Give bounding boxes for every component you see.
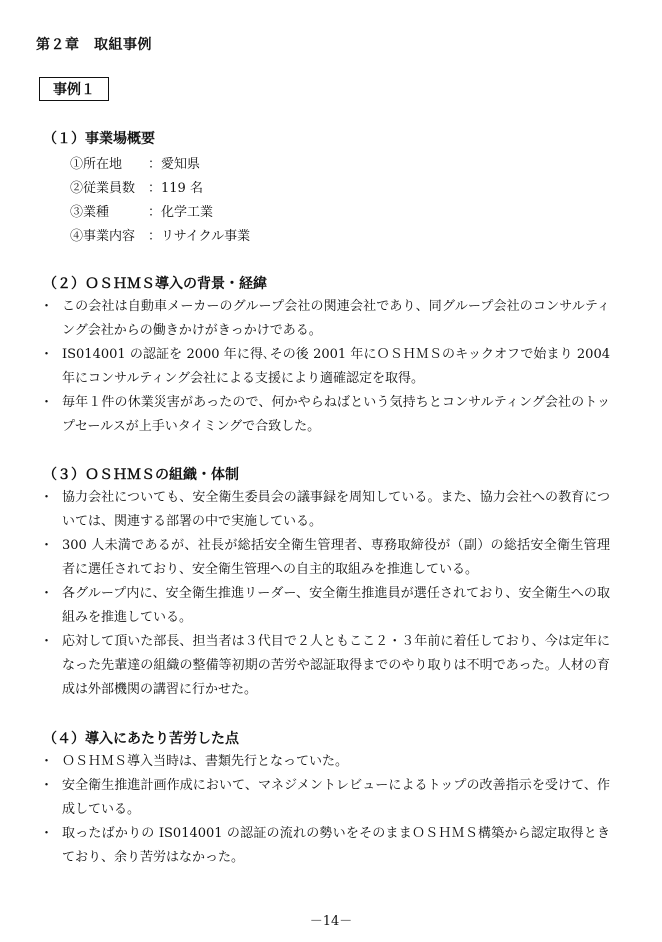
- bullet-symbol: ・: [40, 347, 54, 362]
- list-item: [40, 391, 610, 439]
- overview-row-location: [70, 153, 200, 172]
- overview-value: ：愛知県: [148, 157, 201, 172]
- list-item: [40, 295, 610, 343]
- overview-label: ④事業内容: [70, 229, 136, 244]
- overview-row-employees: [70, 177, 203, 196]
- list-item-text: IS014001 の認証を 2000 年に得､その後 2001 年にＯＳＨＭＳのキックオフで始まり 2004 年にコンサルティング会社による支援により適確認定を取得。: [62, 347, 610, 386]
- bullet-symbol: ・: [40, 634, 54, 649]
- list-item: [40, 534, 610, 582]
- bullet-symbol: ・: [40, 299, 54, 314]
- page-number: －14－: [309, 914, 353, 929]
- list-item-text: 毎年１件の休業災害があったので、何かやらねばという気持ちとコンサルティング会社のトップセールスが上手いタイミングで合致した。: [62, 395, 610, 434]
- overview-row-business: [70, 225, 250, 244]
- bullet-symbol: ・: [40, 778, 54, 793]
- list-item: [40, 486, 610, 534]
- overview-value: ：リサイクル事業: [148, 229, 251, 244]
- list-item-text: 各グループ内に、安全衛生推進リーダー、安全衛生推進員が選任されており、安全衛生への取組みを推進している。: [62, 586, 610, 625]
- list-item-text: 安全衛生推進計画作成において、マネジメントレビューによるトップの改善指示を受けて、作成している。: [62, 778, 610, 817]
- list-item-text: 取ったばかりの IS014001 の認証の流れの勢いをそのままＯＳＨＭＳ構築から認定取得ときており、余り苦労はなかった。: [62, 826, 610, 865]
- list-item: [40, 630, 610, 702]
- list-item-text: 応対して頂いた部長、担当者は３代目で２人ともここ２・３年前に着任しており、今は定年になった先輩達の組織の整備等初期の苦労や認証取得までのやり取りは不明であった。人材の育成は外部機関の講習に行かせた。: [62, 634, 610, 697]
- list-item-text: 協力会社についても、安全衛生委員会の議事録を周知している。また、協力会社への教育については、関連する部署の中で実施している。: [62, 490, 610, 529]
- bullet-symbol: ・: [40, 538, 54, 553]
- bullet-symbol: ・: [40, 586, 54, 601]
- list-item: [40, 774, 610, 822]
- section-heading-difficulties: （４）導入にあたり苦労した点: [43, 731, 239, 747]
- section-heading-organization: （３）ＯＳＨＭＳの組織・体制: [43, 467, 239, 483]
- list-item: [40, 582, 610, 630]
- case-label-box: [39, 77, 109, 101]
- list-item: [40, 343, 610, 391]
- overview-value: ：119 名: [148, 181, 203, 196]
- overview-label: ③業種: [70, 205, 110, 220]
- section-heading-overview: （１）事業場概要: [43, 131, 155, 147]
- list-item: [40, 822, 610, 870]
- section-heading-background: （２）ＯＳＨＭＳ導入の背景・経緯: [43, 276, 267, 292]
- overview-row-industry: [70, 201, 213, 220]
- overview-value: ：化学工業: [148, 205, 214, 220]
- overview-label: ②従業員数: [70, 181, 136, 196]
- overview-label: ①所在地: [70, 157, 123, 172]
- list-item-text: 300 人未満であるが、社長が総括安全衛生管理者、専務取締役が（副）の総括安全衛生管理者に選任されており、安全衛生管理への自主的取組みを推進している。: [62, 538, 610, 577]
- bullet-symbol: ・: [40, 754, 54, 769]
- list-item-text: ＯＳＨＭＳ導入当時は、書類先行となっていた。: [62, 754, 349, 769]
- case-label: 事例１: [53, 82, 95, 98]
- list-item-text: この会社は自動車メーカーのグループ会社の関連会社であり、同グループ会社のコンサルティング会社からの働きかけがきっかけである。: [62, 299, 610, 338]
- bullet-symbol: ・: [40, 826, 54, 841]
- bullet-symbol: ・: [40, 395, 54, 410]
- list-item: [40, 750, 610, 774]
- bullet-symbol: ・: [40, 490, 54, 505]
- chapter-title: 第２章 取組事例: [36, 37, 152, 53]
